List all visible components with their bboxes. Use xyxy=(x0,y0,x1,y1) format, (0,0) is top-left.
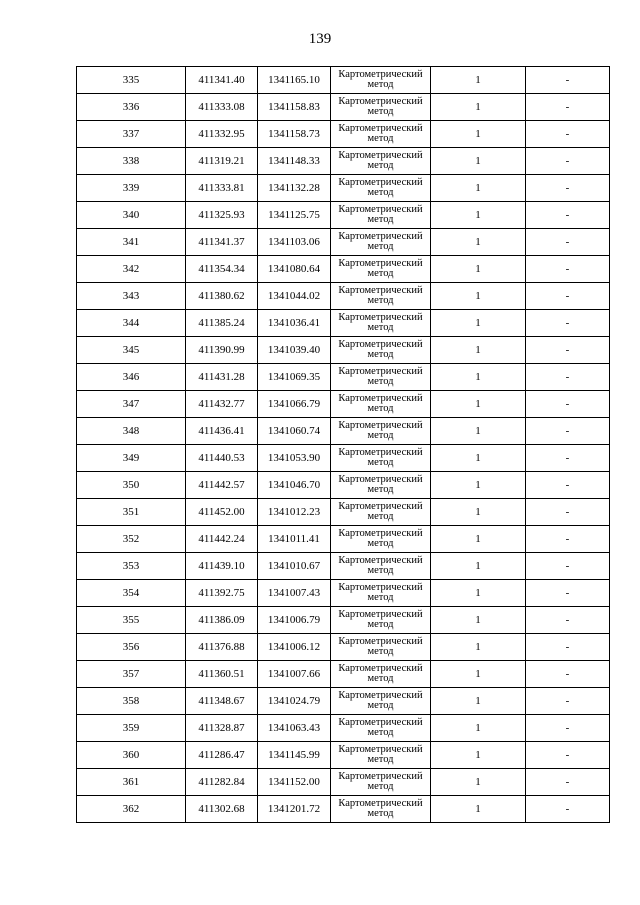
method-cell: Картометрический метод xyxy=(331,148,431,175)
table-row xyxy=(77,283,610,310)
table-row xyxy=(77,742,610,769)
x-coordinate-cell: 411332.95 xyxy=(186,121,258,148)
description-cell: - xyxy=(526,364,610,391)
method-cell: Картометрический метод xyxy=(331,688,431,715)
table-row xyxy=(77,445,610,472)
point-number-cell: 351 xyxy=(77,499,186,526)
description-cell: - xyxy=(526,391,610,418)
y-coordinate-cell: 1341039.40 xyxy=(258,337,331,364)
table-row xyxy=(77,715,610,742)
table-row xyxy=(77,580,610,607)
x-coordinate-cell: 411354.34 xyxy=(186,256,258,283)
point-number-cell: 360 xyxy=(77,742,186,769)
y-coordinate-cell: 1341046.70 xyxy=(258,472,331,499)
accuracy-cell: 1 xyxy=(431,202,526,229)
accuracy-cell: 1 xyxy=(431,175,526,202)
y-coordinate-cell: 1341006.12 xyxy=(258,634,331,661)
description-cell: - xyxy=(526,175,610,202)
method-cell: Картометрический метод xyxy=(331,742,431,769)
point-number-cell: 354 xyxy=(77,580,186,607)
y-coordinate-cell: 1341158.73 xyxy=(258,121,331,148)
y-coordinate-cell: 1341007.66 xyxy=(258,661,331,688)
table-row xyxy=(77,337,610,364)
description-cell: - xyxy=(526,661,610,688)
accuracy-cell: 1 xyxy=(431,634,526,661)
point-number-cell: 339 xyxy=(77,175,186,202)
method-cell: Картометрический метод xyxy=(331,634,431,661)
point-number-cell: 362 xyxy=(77,796,186,823)
x-coordinate-cell: 411452.00 xyxy=(186,499,258,526)
point-number-cell: 358 xyxy=(77,688,186,715)
table-row xyxy=(77,391,610,418)
x-coordinate-cell: 411328.87 xyxy=(186,715,258,742)
description-cell: - xyxy=(526,67,610,94)
point-number-cell: 355 xyxy=(77,607,186,634)
y-coordinate-cell: 1341044.02 xyxy=(258,283,331,310)
method-cell: Картометрический метод xyxy=(331,715,431,742)
point-number-cell: 337 xyxy=(77,121,186,148)
table-row xyxy=(77,310,610,337)
description-cell: - xyxy=(526,553,610,580)
accuracy-cell: 1 xyxy=(431,499,526,526)
x-coordinate-cell: 411392.75 xyxy=(186,580,258,607)
point-number-cell: 335 xyxy=(77,67,186,94)
table-row xyxy=(77,499,610,526)
x-coordinate-cell: 411436.41 xyxy=(186,418,258,445)
table-row xyxy=(77,364,610,391)
table-row xyxy=(77,769,610,796)
description-cell: - xyxy=(526,499,610,526)
table-row xyxy=(77,526,610,553)
point-number-cell: 345 xyxy=(77,337,186,364)
accuracy-cell: 1 xyxy=(431,229,526,256)
accuracy-cell: 1 xyxy=(431,94,526,121)
method-cell: Картометрический метод xyxy=(331,202,431,229)
table-row xyxy=(77,256,610,283)
x-coordinate-cell: 411390.99 xyxy=(186,337,258,364)
table-row xyxy=(77,472,610,499)
y-coordinate-cell: 1341053.90 xyxy=(258,445,331,472)
table-row xyxy=(77,121,610,148)
x-coordinate-cell: 411325.93 xyxy=(186,202,258,229)
accuracy-cell: 1 xyxy=(431,283,526,310)
y-coordinate-cell: 1341063.43 xyxy=(258,715,331,742)
description-cell: - xyxy=(526,148,610,175)
method-cell: Картометрический метод xyxy=(331,499,431,526)
accuracy-cell: 1 xyxy=(431,121,526,148)
description-cell: - xyxy=(526,742,610,769)
y-coordinate-cell: 1341201.72 xyxy=(258,796,331,823)
description-cell: - xyxy=(526,310,610,337)
description-cell: - xyxy=(526,580,610,607)
point-number-cell: 340 xyxy=(77,202,186,229)
description-cell: - xyxy=(526,607,610,634)
y-coordinate-cell: 1341080.64 xyxy=(258,256,331,283)
accuracy-cell: 1 xyxy=(431,715,526,742)
method-cell: Картометрический метод xyxy=(331,175,431,202)
x-coordinate-cell: 411341.37 xyxy=(186,229,258,256)
page-number: 139 xyxy=(308,31,332,47)
y-coordinate-cell: 1341024.79 xyxy=(258,688,331,715)
table-row xyxy=(77,418,610,445)
accuracy-cell: 1 xyxy=(431,337,526,364)
method-cell: Картометрический метод xyxy=(331,391,431,418)
method-cell: Картометрический метод xyxy=(331,229,431,256)
point-number-cell: 344 xyxy=(77,310,186,337)
method-cell: Картометрический метод xyxy=(331,580,431,607)
point-number-cell: 357 xyxy=(77,661,186,688)
method-cell: Картометрический метод xyxy=(331,796,431,823)
accuracy-cell: 1 xyxy=(431,418,526,445)
accuracy-cell: 1 xyxy=(431,580,526,607)
point-number-cell: 343 xyxy=(77,283,186,310)
y-coordinate-cell: 1341103.06 xyxy=(258,229,331,256)
accuracy-cell: 1 xyxy=(431,445,526,472)
table-row xyxy=(77,634,610,661)
table-row xyxy=(77,796,610,823)
description-cell: - xyxy=(526,526,610,553)
x-coordinate-cell: 411432.77 xyxy=(186,391,258,418)
accuracy-cell: 1 xyxy=(431,472,526,499)
method-cell: Картометрический метод xyxy=(331,661,431,688)
description-cell: - xyxy=(526,445,610,472)
description-cell: - xyxy=(526,715,610,742)
point-number-cell: 338 xyxy=(77,148,186,175)
method-cell: Картометрический метод xyxy=(331,364,431,391)
description-cell: - xyxy=(526,256,610,283)
method-cell: Картометрический метод xyxy=(331,526,431,553)
table-row xyxy=(77,661,610,688)
table-row xyxy=(77,94,610,121)
point-number-cell: 361 xyxy=(77,769,186,796)
y-coordinate-cell: 1341011.41 xyxy=(258,526,331,553)
method-cell: Картометрический метод xyxy=(331,337,431,364)
point-number-cell: 359 xyxy=(77,715,186,742)
accuracy-cell: 1 xyxy=(431,364,526,391)
y-coordinate-cell: 1341165.10 xyxy=(258,67,331,94)
y-coordinate-cell: 1341007.43 xyxy=(258,580,331,607)
y-coordinate-cell: 1341148.33 xyxy=(258,148,331,175)
description-cell: - xyxy=(526,121,610,148)
accuracy-cell: 1 xyxy=(431,607,526,634)
point-number-cell: 353 xyxy=(77,553,186,580)
y-coordinate-cell: 1341010.67 xyxy=(258,553,331,580)
x-coordinate-cell: 411286.47 xyxy=(186,742,258,769)
table-row xyxy=(77,229,610,256)
point-number-cell: 352 xyxy=(77,526,186,553)
point-number-cell: 348 xyxy=(77,418,186,445)
x-coordinate-cell: 411360.51 xyxy=(186,661,258,688)
x-coordinate-cell: 411282.84 xyxy=(186,769,258,796)
description-cell: - xyxy=(526,229,610,256)
description-cell: - xyxy=(526,337,610,364)
accuracy-cell: 1 xyxy=(431,661,526,688)
x-coordinate-cell: 411348.67 xyxy=(186,688,258,715)
accuracy-cell: 1 xyxy=(431,688,526,715)
method-cell: Картометрический метод xyxy=(331,553,431,580)
x-coordinate-cell: 411442.57 xyxy=(186,472,258,499)
accuracy-cell: 1 xyxy=(431,742,526,769)
method-cell: Картометрический метод xyxy=(331,418,431,445)
y-coordinate-cell: 1341132.28 xyxy=(258,175,331,202)
table-row xyxy=(77,607,610,634)
description-cell: - xyxy=(526,202,610,229)
description-cell: - xyxy=(526,688,610,715)
point-number-cell: 342 xyxy=(77,256,186,283)
point-number-cell: 346 xyxy=(77,364,186,391)
method-cell: Картометрический метод xyxy=(331,472,431,499)
description-cell: - xyxy=(526,769,610,796)
x-coordinate-cell: 411439.10 xyxy=(186,553,258,580)
accuracy-cell: 1 xyxy=(431,391,526,418)
x-coordinate-cell: 411442.24 xyxy=(186,526,258,553)
accuracy-cell: 1 xyxy=(431,769,526,796)
description-cell: - xyxy=(526,94,610,121)
accuracy-cell: 1 xyxy=(431,796,526,823)
y-coordinate-cell: 1341152.00 xyxy=(258,769,331,796)
description-cell: - xyxy=(526,472,610,499)
method-cell: Картометрический метод xyxy=(331,769,431,796)
description-cell: - xyxy=(526,418,610,445)
method-cell: Картометрический метод xyxy=(331,256,431,283)
x-coordinate-cell: 411385.24 xyxy=(186,310,258,337)
y-coordinate-cell: 1341012.23 xyxy=(258,499,331,526)
table-row xyxy=(77,688,610,715)
accuracy-cell: 1 xyxy=(431,526,526,553)
x-coordinate-cell: 411386.09 xyxy=(186,607,258,634)
coordinates-table xyxy=(76,66,610,823)
y-coordinate-cell: 1341066.79 xyxy=(258,391,331,418)
method-cell: Картометрический метод xyxy=(331,607,431,634)
method-cell: Картометрический метод xyxy=(331,94,431,121)
method-cell: Картометрический метод xyxy=(331,310,431,337)
x-coordinate-cell: 411341.40 xyxy=(186,67,258,94)
point-number-cell: 349 xyxy=(77,445,186,472)
point-number-cell: 347 xyxy=(77,391,186,418)
y-coordinate-cell: 1341006.79 xyxy=(258,607,331,634)
y-coordinate-cell: 1341060.74 xyxy=(258,418,331,445)
description-cell: - xyxy=(526,283,610,310)
y-coordinate-cell: 1341036.41 xyxy=(258,310,331,337)
x-coordinate-cell: 411440.53 xyxy=(186,445,258,472)
point-number-cell: 341 xyxy=(77,229,186,256)
method-cell: Картометрический метод xyxy=(331,283,431,310)
x-coordinate-cell: 411376.88 xyxy=(186,634,258,661)
accuracy-cell: 1 xyxy=(431,67,526,94)
table-row xyxy=(77,202,610,229)
x-coordinate-cell: 411319.21 xyxy=(186,148,258,175)
x-coordinate-cell: 411333.08 xyxy=(186,94,258,121)
point-number-cell: 336 xyxy=(77,94,186,121)
x-coordinate-cell: 411380.62 xyxy=(186,283,258,310)
method-cell: Картометрический метод xyxy=(331,445,431,472)
description-cell: - xyxy=(526,634,610,661)
table-row xyxy=(77,553,610,580)
accuracy-cell: 1 xyxy=(431,148,526,175)
table-row xyxy=(77,175,610,202)
table-row xyxy=(77,148,610,175)
y-coordinate-cell: 1341158.83 xyxy=(258,94,331,121)
x-coordinate-cell: 411431.28 xyxy=(186,364,258,391)
description-cell: - xyxy=(526,796,610,823)
x-coordinate-cell: 411302.68 xyxy=(186,796,258,823)
table-row xyxy=(77,67,610,94)
x-coordinate-cell: 411333.81 xyxy=(186,175,258,202)
point-number-cell: 356 xyxy=(77,634,186,661)
accuracy-cell: 1 xyxy=(431,553,526,580)
method-cell: Картометрический метод xyxy=(331,67,431,94)
accuracy-cell: 1 xyxy=(431,256,526,283)
y-coordinate-cell: 1341145.99 xyxy=(258,742,331,769)
y-coordinate-cell: 1341069.35 xyxy=(258,364,331,391)
y-coordinate-cell: 1341125.75 xyxy=(258,202,331,229)
accuracy-cell: 1 xyxy=(431,310,526,337)
method-cell: Картометрический метод xyxy=(331,121,431,148)
point-number-cell: 350 xyxy=(77,472,186,499)
